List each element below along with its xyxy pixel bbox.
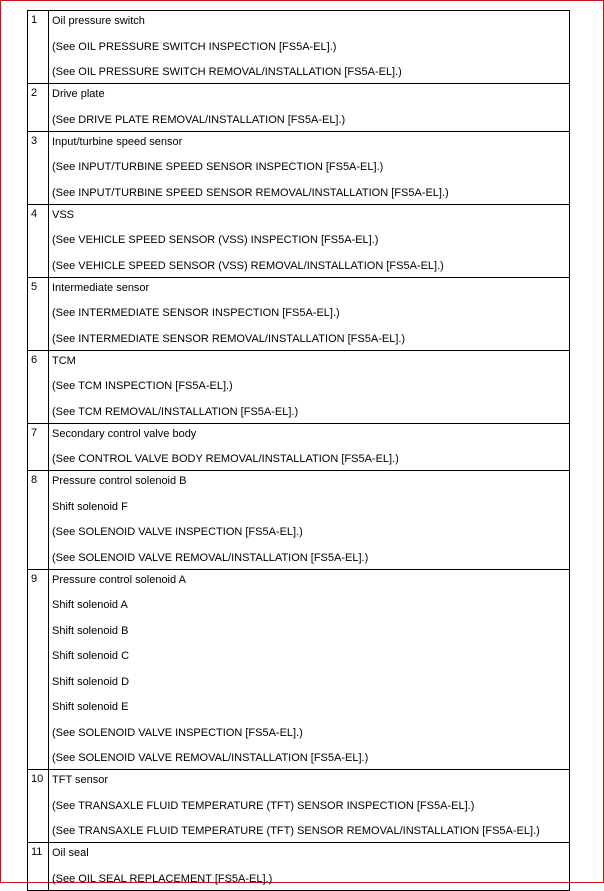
- procedure-reference[interactable]: (See TCM REMOVAL/INSTALLATION [FS5A-EL].): [52, 405, 299, 418]
- procedure-reference[interactable]: (See INPUT/TURBINE SPEED SENSOR INSPECTION [FS5A-EL].): [52, 161, 384, 173]
- table-row: [28, 423, 570, 471]
- procedure-reference[interactable]: (See INTERMEDIATE SENSOR INSPECTION [FS5A-EL].): [52, 307, 340, 319]
- item-number: 10: [28, 770, 49, 843]
- component-name: Shift solenoid B: [52, 624, 129, 637]
- item-details: [49, 204, 570, 277]
- item-details: [49, 423, 570, 471]
- component-name: Shift solenoid A: [52, 599, 128, 611]
- item-number: 3: [28, 131, 49, 204]
- component-name: Pressure control solenoid A: [52, 573, 186, 586]
- table-row: [28, 84, 570, 132]
- component-name: Shift solenoid D: [52, 675, 130, 688]
- component-name: VSS: [52, 208, 75, 221]
- table-row: [28, 131, 570, 204]
- procedure-reference[interactable]: (See OIL PRESSURE SWITCH REMOVAL/INSTALLATION [FS5A-EL].): [52, 66, 402, 78]
- procedure-reference[interactable]: (See TCM INSPECTION [FS5A-EL].): [52, 380, 233, 392]
- table-row: [28, 770, 570, 843]
- component-name: TFT sensor: [52, 774, 109, 786]
- item-details: [49, 131, 570, 204]
- item-details: [49, 350, 570, 423]
- component-name: Shift solenoid F: [52, 500, 128, 513]
- item-details: [49, 11, 570, 84]
- item-details: [49, 471, 570, 570]
- item-details: [49, 277, 570, 350]
- component-name: Pressure control solenoid B: [52, 475, 187, 487]
- procedure-reference[interactable]: (See CONTROL VALVE BODY REMOVAL/INSTALLATION [FS5A-EL].): [52, 453, 399, 465]
- item-number: 1: [28, 11, 49, 84]
- item-number: 7: [28, 423, 49, 471]
- table-row: [28, 350, 570, 423]
- table-row: [28, 277, 570, 350]
- item-number: 5: [28, 277, 49, 350]
- procedure-reference[interactable]: (See SOLENOID VALVE REMOVAL/INSTALLATION [FS5A-EL].): [52, 752, 369, 764]
- component-name: Oil seal: [52, 847, 89, 859]
- item-number: 4: [28, 204, 49, 277]
- component-name: Secondary control valve body: [52, 427, 197, 440]
- procedure-reference[interactable]: (See TRANSAXLE FLUID TEMPERATURE (TFT) SENSOR REMOVAL/INSTALLATION [FS5A-EL].): [52, 825, 540, 837]
- item-number: 9: [28, 569, 49, 770]
- parts-table-body: [28, 11, 570, 891]
- item-details: [49, 569, 570, 770]
- item-details: [49, 770, 570, 843]
- component-name: Shift solenoid C: [52, 650, 130, 662]
- procedure-reference[interactable]: (See VEHICLE SPEED SENSOR (VSS) INSPECTION [FS5A-EL].): [52, 234, 379, 246]
- procedure-reference[interactable]: (See SOLENOID VALVE INSPECTION [FS5A-EL].): [52, 526, 303, 538]
- item-number: 2: [28, 84, 49, 132]
- parts-table: [27, 10, 570, 891]
- table-row: [28, 471, 570, 570]
- procedure-reference[interactable]: (See OIL SEAL REPLACEMENT [FS5A-EL].): [52, 872, 273, 885]
- item-details: [49, 84, 570, 132]
- component-name: Input/turbine speed sensor: [52, 135, 183, 148]
- item-number: 11: [28, 843, 49, 891]
- procedure-reference[interactable]: (See OIL PRESSURE SWITCH INSPECTION [FS5A-EL].): [52, 40, 337, 53]
- procedure-reference[interactable]: (See INPUT/TURBINE SPEED SENSOR REMOVAL/INSTALLATION [FS5A-EL].): [52, 186, 449, 199]
- item-number: 6: [28, 350, 49, 423]
- procedure-reference[interactable]: (See SOLENOID VALVE INSPECTION [FS5A-EL].): [52, 726, 303, 739]
- procedure-reference[interactable]: (See DRIVE PLATE REMOVAL/INSTALLATION [FS5A-EL].): [52, 113, 346, 126]
- item-number: 8: [28, 471, 49, 570]
- component-name: TCM: [52, 354, 76, 367]
- component-name: Shift solenoid E: [52, 701, 129, 713]
- table-row: [28, 11, 570, 84]
- procedure-reference[interactable]: (See INTERMEDIATE SENSOR REMOVAL/INSTALLATION [FS5A-EL].): [52, 332, 406, 345]
- procedure-reference[interactable]: (See TRANSAXLE FLUID TEMPERATURE (TFT) SENSOR INSPECTION [FS5A-EL].): [52, 799, 475, 812]
- component-name: Oil pressure switch: [52, 15, 145, 27]
- component-name: Intermediate sensor: [52, 281, 150, 294]
- procedure-reference[interactable]: (See VEHICLE SPEED SENSOR (VSS) REMOVAL/INSTALLATION [FS5A-EL].): [52, 259, 444, 272]
- table-row: [28, 569, 570, 770]
- table-row: [28, 204, 570, 277]
- procedure-reference[interactable]: (See SOLENOID VALVE REMOVAL/INSTALLATION [FS5A-EL].): [52, 551, 369, 564]
- component-name: Drive plate: [52, 88, 105, 100]
